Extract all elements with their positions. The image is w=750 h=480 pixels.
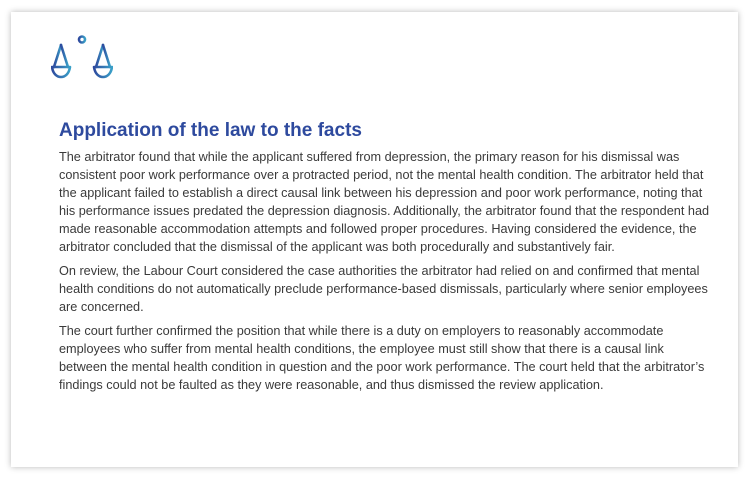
content-card: [11, 12, 738, 467]
section-heading: Application of the law to the facts: [59, 120, 362, 141]
scales-of-justice-icon: [51, 34, 113, 98]
paragraph-arbitrator-findings: The arbitrator found that while the applicant suffered from depression, the primary reason for his dismissal was consistent poor work performance over a protracted period, not the mental health condition. The arbitrator held that the applicant failed to establish a direct causal link between his depression and poor work performance, noting that his performance issues predated the depression diagnosis. Additionally, the arbitrator found that the respondent had made reasonable accommodation attempts and followed proper procedures. Having considered the evidence, the arbitrator concluded that the dismissal of the applicant was both procedurally and substantively fair.: [59, 150, 710, 254]
paragraph-labour-court-review: On review, the Labour Court considered the case authorities the arbitrator had relied on and confirmed that mental health conditions do not automatically preclude performance-based dismissals, particularly where senior employees are concerned.: [59, 264, 708, 314]
paragraph-court-confirmation: The court further confirmed the position that while there is a duty on employers to reasonably accommodate employees who suffer from mental health conditions, the employee must still show that there is a causal link between the mental health condition in question and the poor work performance. The court held that the arbitrator’s findings could not be faulted as they were reasonable, and thus dismissed the review application.: [59, 324, 705, 392]
body-text: [59, 148, 714, 400]
